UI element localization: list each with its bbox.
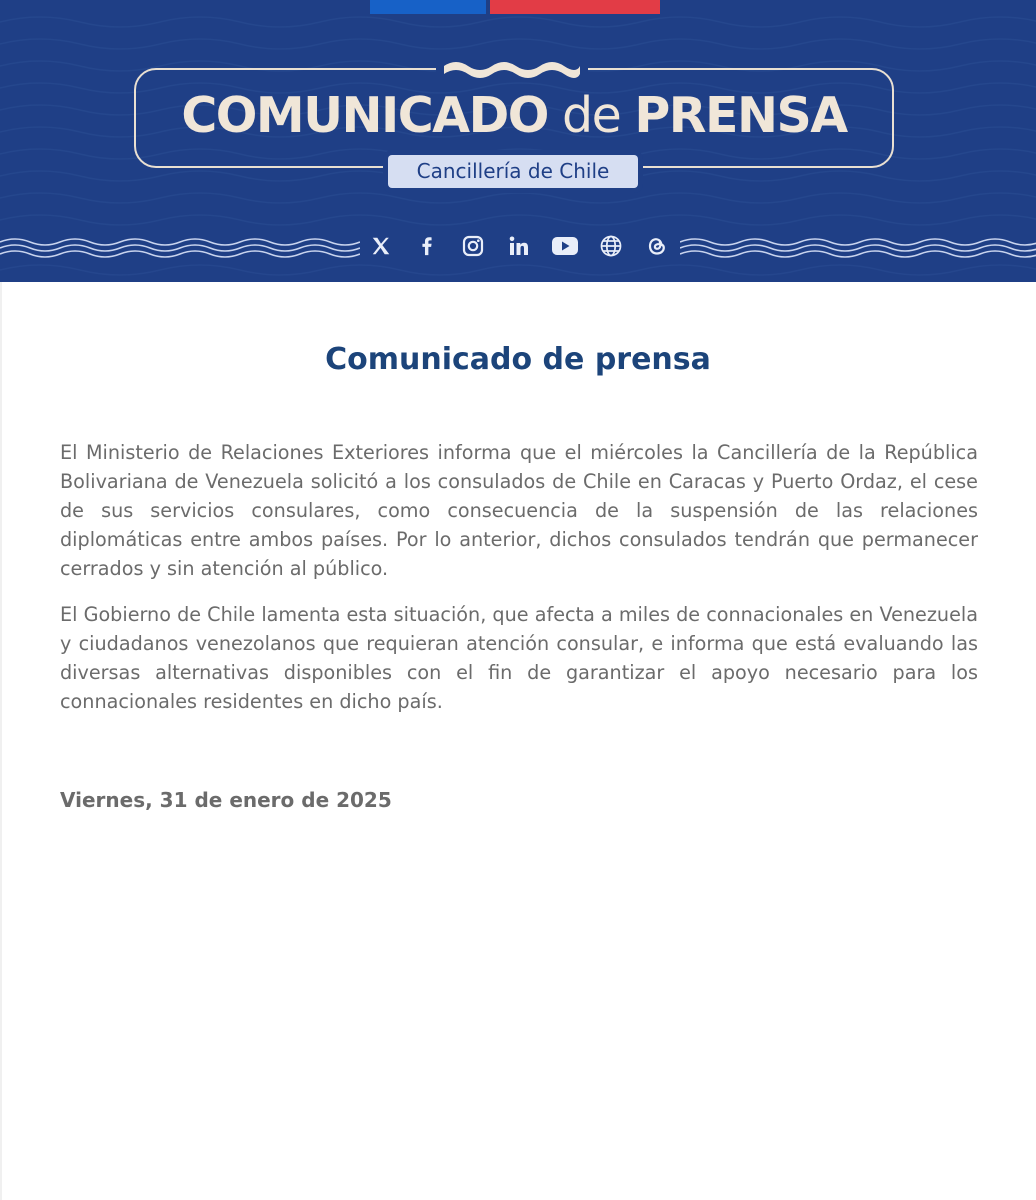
paragraph-2: El Gobierno de Chile lamenta esta situación, que afecta a miles de connacionales en Venezuela y ciudadanos venezolanos que requieran atención consular, e informa que está evaluando las diversas alternativas disponibles con el fin de garantizar el apoyo necesario para los connacionales residentes en dicho país. (60, 603, 978, 713)
decorative-wave-right (680, 232, 1036, 262)
document-date: Viernes, 31 de enero de 2025 (60, 788, 392, 812)
instagram-icon[interactable] (458, 231, 488, 261)
banner-title (134, 80, 894, 152)
threads-icon[interactable] (642, 231, 672, 261)
linkedin-icon[interactable] (504, 231, 534, 261)
page-edge-shadow (0, 282, 2, 1200)
subtitle-badge: Cancillería de Chile (388, 155, 638, 188)
flag-stripe-red (490, 0, 660, 14)
banner-title-part-3: PRENSA (634, 87, 847, 144)
zigzag-ornament (436, 56, 588, 80)
banner-title-part-1: COMUNICADO (181, 87, 548, 144)
x-icon[interactable] (366, 231, 396, 261)
banner-title-part-2: de (562, 87, 621, 144)
decorative-wave-left (0, 232, 360, 262)
press-release-banner (0, 0, 1036, 282)
youtube-icon[interactable] (550, 231, 580, 261)
flag-stripe-blue (370, 0, 486, 14)
social-media-icons (366, 230, 672, 262)
document-body (60, 438, 978, 733)
paragraph-1: El Ministerio de Relaciones Exteriores informa que el miércoles la Cancillería de la República Bolivariana de Venezuela solicitó a los consulados de Chile en Caracas y Puerto Ordaz, el cese de sus servicios consulares, como consecuencia de la suspensión de las relaciones diplomáticas entre ambos países. Por lo anterior, dichos consulados tendrán que permanecer cerrados y sin atención al público. (60, 441, 978, 580)
facebook-icon[interactable] (412, 231, 442, 261)
globe-icon[interactable] (596, 231, 626, 261)
document-heading: Comunicado de prensa (325, 342, 711, 377)
